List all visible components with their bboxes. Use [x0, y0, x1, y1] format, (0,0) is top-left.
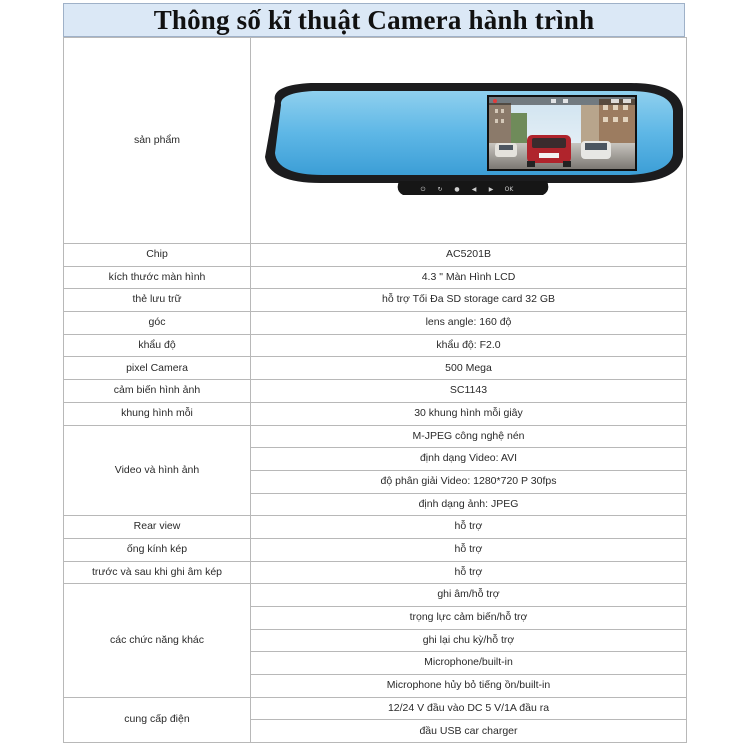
title-banner: [63, 3, 685, 37]
spec-row: [64, 697, 687, 720]
spec-label: góc: [64, 312, 251, 335]
spec-value: hỗ trợ: [251, 516, 687, 539]
right-arrow-icon: ▶: [488, 185, 494, 193]
spec-value: M-JPEG công nghệ nén: [251, 425, 687, 448]
spec-value: Microphone/built-in: [251, 652, 687, 675]
spec-label: ống kính kép: [64, 538, 251, 561]
spec-value: định dạng Video: AVI: [251, 448, 687, 471]
spec-row: [64, 266, 687, 289]
ok-button-label: OK: [504, 185, 514, 193]
refresh-icon: ↻: [437, 185, 443, 193]
record-icon: ●: [454, 185, 460, 193]
product-image-cell: [251, 38, 687, 244]
left-arrow-icon: ◀: [471, 185, 477, 193]
spec-label: trước và sau khi ghi âm kép: [64, 561, 251, 584]
spec-label: kích thước màn hình: [64, 266, 251, 289]
spec-label: pixel Camera: [64, 357, 251, 380]
spec-label: thẻ lưu trữ: [64, 289, 251, 312]
spec-label: khẩu độ: [64, 334, 251, 357]
spec-value: ghi lại chu kỳ/hỗ trợ: [251, 629, 687, 652]
spec-row: [64, 334, 687, 357]
page-title: Thông số kĩ thuật Camera hành trình: [153, 4, 595, 35]
spec-row: [64, 402, 687, 425]
spec-row: [64, 289, 687, 312]
spec-value: lens angle: 160 độ: [251, 312, 687, 335]
spec-label: Rear view: [64, 516, 251, 539]
spec-value: 12/24 V đầu vào DC 5 V/1A đầu ra: [251, 697, 687, 720]
spec-value: hỗ trợ: [251, 538, 687, 561]
spec-value: 4.3 " Màn Hình LCD: [251, 266, 687, 289]
product-row: [64, 38, 687, 244]
spec-row: [64, 561, 687, 584]
spec-row: [64, 357, 687, 380]
spec-value: 30 khung hình mỗi giây: [251, 402, 687, 425]
spec-label: Chip: [64, 244, 251, 267]
spec-value: 500 Mega: [251, 357, 687, 380]
spec-value: SC1143: [251, 380, 687, 403]
spec-value: định dạng ảnh: JPEG: [251, 493, 687, 516]
spec-row: [64, 516, 687, 539]
spec-value: khẩu độ: F2.0: [251, 334, 687, 357]
spec-label: cung cấp điện: [64, 697, 251, 742]
product-label: sản phẩm: [64, 38, 251, 244]
spec-row: [64, 584, 687, 607]
spec-value: AC5201B: [251, 244, 687, 267]
spec-value: hỗ trợ: [251, 561, 687, 584]
power-icon: ⏻: [420, 185, 426, 193]
spec-row: [64, 425, 687, 448]
spec-table: [63, 37, 687, 743]
spec-row: [64, 312, 687, 335]
spec-label: khung hình mỗi: [64, 402, 251, 425]
spec-value: đầu USB car charger: [251, 720, 687, 743]
spec-label: Video và hình ảnh: [64, 425, 251, 516]
spec-value: hỗ trợ Tối Đa SD storage card 32 GB: [251, 289, 687, 312]
spec-value: độ phân giải Video: 1280*720 P 30fps: [251, 470, 687, 493]
spec-label: cảm biến hình ảnh: [64, 380, 251, 403]
spec-row: [64, 244, 687, 267]
spec-value: Microphone hủy bỏ tiếng ồn/built-in: [251, 675, 687, 698]
spec-label: các chức năng khác: [64, 584, 251, 697]
spec-row: [64, 380, 687, 403]
spec-row: [64, 538, 687, 561]
spec-value: trọng lực cảm biến/hỗ trợ: [251, 607, 687, 630]
spec-value: ghi âm/hỗ trợ: [251, 584, 687, 607]
rearview-mirror-camera-image: [251, 39, 687, 243]
